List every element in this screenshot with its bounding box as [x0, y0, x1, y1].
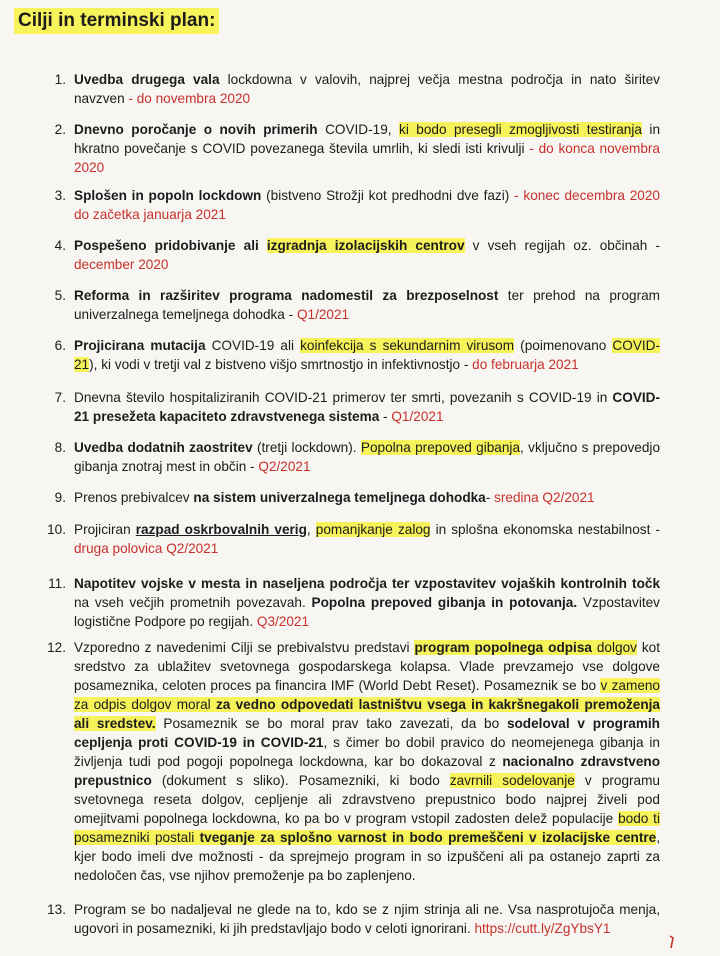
text-segment: Vzpostavitev logistične Podpore po regijah.	[74, 595, 660, 629]
item-text	[74, 336, 660, 374]
item-text	[74, 70, 660, 108]
plan-item	[36, 900, 660, 938]
text-segment: v vseh regijah oz. občinah -	[464, 238, 660, 253]
page-title: Cilji in terminski plan:	[14, 8, 219, 34]
text-segment: - do konca novembra 2020	[74, 141, 660, 175]
item-number: 12.	[47, 640, 66, 655]
plan-item	[36, 120, 660, 177]
text-segment: Napotitev vojske v mesta in naseljena področja ter vzpostavitev vojaških kontrolnih točk	[74, 576, 660, 591]
text-segment: za vedno odpovedati lastništvu vsega in kakršnegakoli premoženja ali sredstev.	[74, 697, 660, 731]
plan-item	[36, 438, 660, 476]
text-segment: Reforma in razširitev programa nadomestil za brezposelnost	[74, 288, 499, 303]
text-segment: Q2/2021	[254, 459, 311, 474]
plan-item	[36, 388, 660, 426]
item-text	[74, 488, 660, 507]
item-number: 11.	[48, 576, 66, 591]
item-number: 7.	[54, 390, 66, 405]
plan-item	[36, 286, 660, 324]
text-segment: ,	[306, 522, 316, 537]
item-number: 4.	[54, 238, 66, 253]
text-segment: Vzporedno z navedenimi Cilji se prebivalstvu predstavi	[74, 640, 415, 655]
item-text	[74, 520, 660, 558]
item-number: 5.	[54, 288, 66, 303]
text-segment: ), ki vodi v tretji val z bistveno višjo smrtnostjo in infektivnostjo -	[89, 357, 469, 372]
text-segment: kot sredstvo za ublažitev svetovnega gospodarskega kolapsa. Vlade prevzamejo vse dolgove posameznika, celoten proces pa financira IMF (World Debt Reset). Posameznik se bo	[74, 640, 660, 693]
text-segment: COVID-19,	[317, 122, 400, 137]
plan-item	[36, 236, 660, 274]
text-segment: (dokument s sliko). Posamezniki, ki bodo	[151, 773, 450, 788]
item-number: 6.	[54, 338, 66, 353]
text-segment: -	[485, 490, 491, 505]
item-text	[74, 638, 660, 885]
text-segment: Q1/2021	[387, 409, 444, 424]
text-segment: Dnevno poročanje o novih primerih	[74, 122, 318, 137]
text-segment: (poimenovano	[514, 338, 613, 353]
text-segment: koinfekcija s sekundarnim virusom	[300, 338, 515, 353]
text-segment: Dnevna število hospitaliziranih COVID-21 primerov ter smrti, povezanih s COVID-19 in	[74, 390, 613, 405]
text-segment: in splošna ekonomska nestabilnost -	[430, 522, 661, 537]
text-segment: - do novembra 2020	[124, 91, 251, 106]
item-text	[74, 120, 660, 177]
plan-item	[36, 638, 660, 885]
text-segment: sodeloval v programih cepljenja proti COVID-19 in COVID-21	[74, 716, 660, 750]
item-text	[74, 286, 660, 324]
text-segment: Pospešeno pridobivanje ali	[74, 238, 267, 253]
source-link[interactable]: https://cutt.ly/ZgYbsY1	[474, 921, 611, 936]
plan-item	[36, 488, 660, 507]
text-segment: Popolna prepoved gibanja in potovanja.	[311, 595, 578, 610]
pen-mark-icon	[668, 934, 676, 950]
text-segment: COVID-21	[74, 338, 660, 372]
text-segment: in hkratno povečanje s COVID povezanega števila umrlih, ki sledi isti krivulji	[74, 122, 660, 156]
text-segment: zavrnili sodelovanje	[449, 773, 575, 788]
text-segment: druga polovica Q2/2021	[74, 541, 219, 556]
item-number: 10.	[47, 522, 66, 537]
text-segment: COVID-19 ali	[205, 338, 301, 353]
text-segment: Uvedba dodatnih zaostritev	[74, 440, 253, 455]
item-text	[74, 574, 660, 631]
text-segment: pomanjkanje zalog	[315, 522, 431, 537]
text-segment: Popolna prepoved gibanja	[360, 440, 521, 455]
text-segment: dolgov	[591, 640, 637, 655]
text-segment: december 2020	[74, 257, 169, 272]
text-segment: Uvedba drugega vala	[74, 72, 220, 87]
plan-item	[36, 70, 660, 108]
item-number: 2.	[54, 122, 66, 137]
text-segment: Projicirana mutacija	[74, 338, 206, 353]
text-segment: (bistveno Strožji kot predhodni dve fazi)	[261, 188, 510, 203]
text-segment: bodo ti posamezniki postali	[74, 811, 660, 845]
text-segment: Q1/2021	[293, 307, 350, 322]
text-segment: izgradnja izolacijskih centrov	[266, 238, 465, 253]
text-segment: Splošen in popoln lockdown	[74, 188, 262, 203]
item-text	[74, 186, 660, 224]
text-segment: v programu svetovnega reseta dolgov, cepljenje ali zdravstveno prepustnico bodo najprej živeli pod omejitvami popolnega lockdowna, ko pa bo v program vstopil zadosten delež populacije	[74, 773, 660, 826]
text-segment: na vseh večjih prometnih povezavah.	[74, 595, 312, 610]
text-segment: Program se bo nadaljeval ne glede na to, kdo se z njim strinja ali ne. Vsa nasprotujoča menja, ugovori in posamezniki, ki jih predstavljajo bodo v celoti ignorirani.	[74, 902, 660, 936]
item-number: 1.	[54, 72, 66, 87]
text-segment: do februarja 2021	[468, 357, 579, 372]
text-segment: , kjer bodo imeli dve možnosti - da sprejmejo program in so izpuščeni ali pa ostanejo zaprti za nedoločen čas, vse njihov premoženje pa bo zaplenjeno.	[74, 830, 660, 883]
text-segment: v zameno za odpis dolgov moral	[74, 678, 660, 712]
plan-item	[36, 520, 660, 558]
plan-item	[36, 336, 660, 374]
text-segment: tveganje za splošno varnost in bodo premeščeni v izolacijske centre	[199, 830, 657, 845]
text-segment: sredina Q2/2021	[490, 490, 595, 505]
plan-item	[36, 186, 660, 224]
item-text	[74, 900, 660, 938]
item-text	[74, 388, 660, 426]
text-segment: ter prehod na program univerzalnega temeljnega dohodka -	[74, 288, 660, 322]
item-number: 9.	[54, 490, 66, 505]
text-segment: na sistem univerzalnega temeljnega dohodka	[193, 490, 486, 505]
text-segment: (tretji lockdown).	[252, 440, 361, 455]
text-segment: - konec decembra 2020 do začetka januarja 2021	[74, 188, 660, 222]
item-number: 13.	[47, 902, 66, 917]
text-segment: COVID-21 presežeta kapaciteto zdravstvenega sistema	[74, 390, 660, 424]
text-segment: lockdowna v valovih, najprej večja mestna področja in nato širitev navzven	[74, 72, 660, 106]
text-segment: program popolnega odpisa	[414, 640, 592, 655]
item-text	[74, 236, 660, 274]
text-segment: razpad oskrbovalnih verig	[135, 522, 307, 537]
item-text	[74, 438, 660, 476]
text-segment: ki bodo presegli zmogljivosti testiranja	[399, 122, 642, 137]
text-segment: Q3/2021	[253, 614, 310, 629]
text-segment: Prenos prebivalcev	[74, 490, 194, 505]
item-number: 8.	[54, 440, 66, 455]
text-segment: nacionalno zdravstveno prepustnico	[74, 754, 660, 788]
item-number: 3.	[54, 188, 66, 203]
text-segment: -	[379, 409, 388, 424]
text-segment: Projiciran	[74, 522, 136, 537]
plan-item	[36, 574, 660, 631]
text-segment: , s čimer bo dobil pravico do neomejenega gibanja in življenja tudi pod pogoji popolnega lockdowna, kar bo dokazoval z	[74, 735, 660, 769]
text-segment: Posameznik se bo moral prav tako zavezati, da bo	[155, 716, 507, 731]
text-segment: , vključno s prepovedjo gibanja znotraj mest in občin -	[74, 440, 661, 474]
